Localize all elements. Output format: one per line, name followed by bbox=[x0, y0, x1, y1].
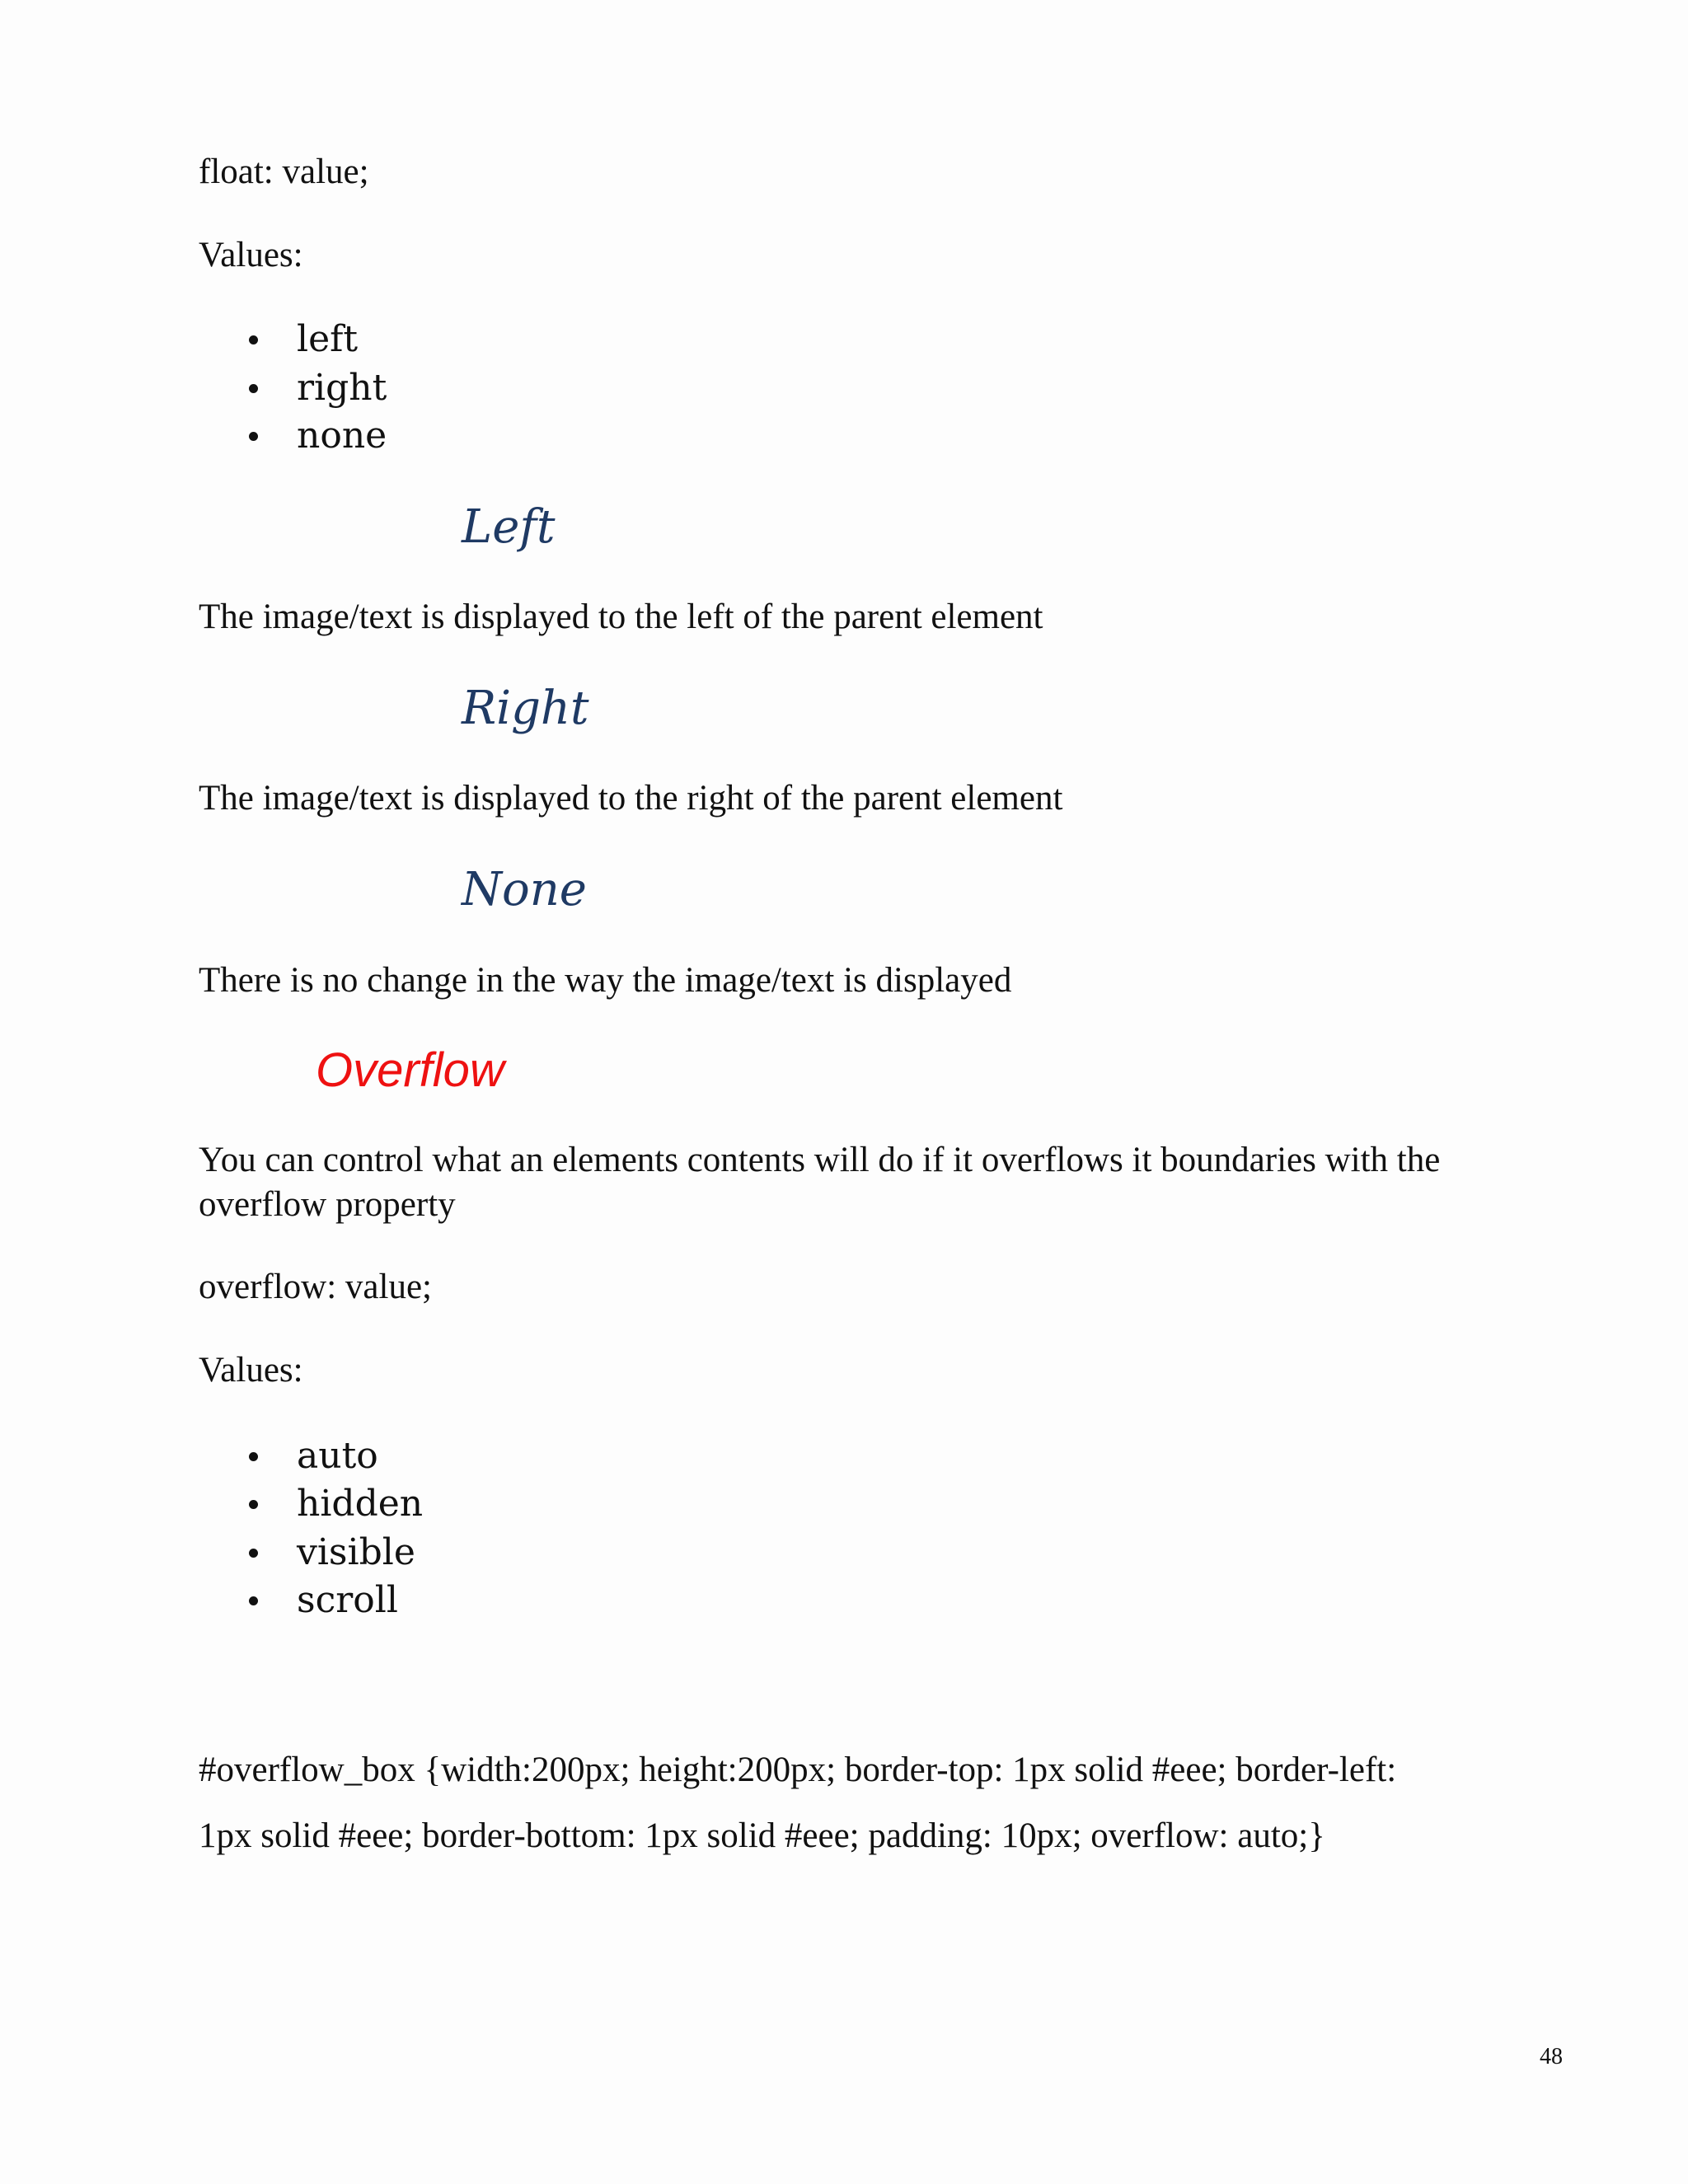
overflow-example-line1: #overflow_box {width:200px; height:200px; border-top: 1px solid #eee; border-left: bbox=[199, 1750, 1397, 1789]
list-item-label: scroll bbox=[297, 1579, 398, 1621]
bullet-icon bbox=[249, 1500, 258, 1509]
float-syntax: float: value; bbox=[199, 152, 369, 191]
bullet-icon bbox=[249, 1549, 258, 1558]
bullet-icon bbox=[249, 384, 258, 393]
list-item-label: right bbox=[297, 367, 387, 409]
section-description-right: The image/text is displayed to the right of the parent element bbox=[199, 779, 1063, 818]
bullet-icon bbox=[249, 1452, 258, 1461]
float-values-label: Values: bbox=[199, 236, 303, 274]
overflow-values-label: Values: bbox=[199, 1351, 303, 1390]
bullet-icon bbox=[249, 335, 258, 344]
section-description-none: There is no change in the way the image/text is displayed bbox=[199, 961, 1012, 1000]
list-item-label: hidden bbox=[297, 1483, 424, 1525]
section-heading-left: Left bbox=[462, 500, 556, 554]
overflow-heading: Overflow bbox=[316, 1043, 504, 1097]
list-item-label: none bbox=[297, 415, 387, 457]
bullet-icon bbox=[249, 1596, 258, 1605]
list-item-label: auto bbox=[297, 1435, 378, 1477]
list-item-label: left bbox=[297, 318, 359, 360]
list-item-label: visible bbox=[297, 1531, 415, 1573]
section-description-left: The image/text is displayed to the left of the parent element bbox=[199, 598, 1043, 636]
overflow-intro-line1: You can control what an elements contents will do if it overflows it boundaries with the bbox=[199, 1141, 1441, 1179]
overflow-intro-line2: overflow property bbox=[199, 1185, 456, 1224]
bullet-icon bbox=[249, 432, 258, 441]
page-number: 48 bbox=[1540, 2044, 1563, 2069]
section-heading-none: None bbox=[462, 863, 587, 916]
overflow-syntax: overflow: value; bbox=[199, 1268, 432, 1306]
overflow-example-line2: 1px solid #eee; border-bottom: 1px solid #eee; padding: 10px; overflow: auto;} bbox=[199, 1816, 1325, 1855]
section-heading-right: Right bbox=[462, 682, 589, 735]
